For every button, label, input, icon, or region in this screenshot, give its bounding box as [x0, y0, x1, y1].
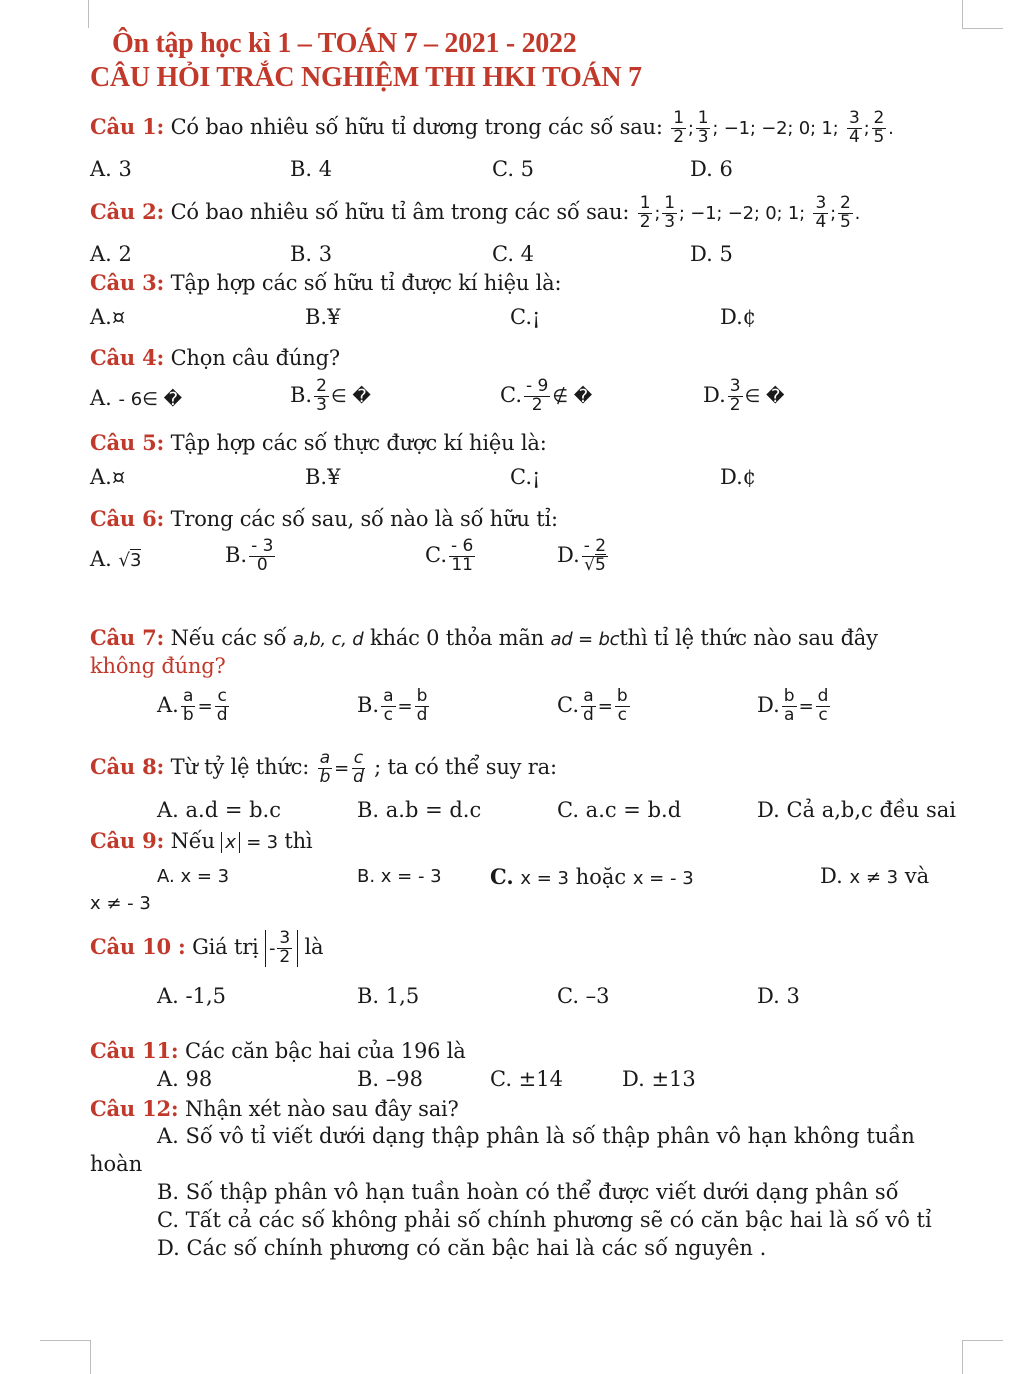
option-c: C. $\frac{- 6}{11}$ [425, 536, 474, 575]
option-a: A. a.d = b.c [157, 798, 281, 822]
option-b: B. –98 [357, 1067, 424, 1091]
question-label: Câu 1: [90, 113, 165, 139]
option-a: A. - 6∈ � [90, 386, 183, 410]
question-label: Câu 6: [90, 506, 165, 531]
question-label: Câu 3: [90, 270, 165, 295]
question-5 [90, 430, 547, 455]
question-4 [90, 345, 340, 370]
square-root: √3 [118, 550, 142, 571]
fraction: $\frac{- 3}{0}$ [251, 536, 274, 575]
option-c: C. a.c = b.d [557, 798, 682, 822]
fraction: $\frac{3}{4}$ [849, 108, 860, 147]
option-d: D. $\frac{3}{2}$ ∈ � [703, 376, 785, 415]
question-7: Câu 7: Nếu các số a,b, c, d khác 0 thỏa mãn ad = bcthì tỉ lệ thức nào sau đây [90, 625, 878, 650]
option-d: D. 3 [757, 984, 800, 1008]
fraction: $\frac{- 9}{2}$ [526, 376, 549, 415]
absolute-value: - $\frac{3}{2}$ [265, 930, 298, 967]
question-9: Câu 9: Nếu x = 3 thì [90, 828, 313, 853]
option-a: A. -1,5 [157, 984, 227, 1008]
option-d: D. ±13 [622, 1067, 696, 1091]
document-subtitle: CÂU HỎI TRẮC NGHIỆM THI HKI TOÁN 7 [90, 62, 642, 93]
fraction: $\frac{- 6}{11}$ [451, 536, 474, 575]
question-label: Câu 5: [90, 430, 165, 455]
question-text: Tập hợp các số thực được kí hiệu là: [170, 431, 547, 455]
fraction: $\frac{- 2}{√5}$ [583, 536, 607, 575]
question-2: Câu 2: Có bao nhiêu số hữu tỉ âm trong các số sau: $\frac{1}{2}$ ; $\frac{1}{3}$ ; −1; −2; 0; 1; $\frac{3}{4}$ ; $\frac{2}{5}$ . [90, 193, 861, 232]
question-text: Có bao nhiêu số hữu tỉ âm trong các số sau: [170, 199, 630, 224]
option-c: C. Tất cả các số không phải số chính phương sẽ có căn bậc hai là số vô tỉ [157, 1208, 932, 1232]
fraction: $\frac{1}{2}$ [673, 108, 684, 147]
option-b: B. $\frac{2}{3}$ ∈ � [290, 376, 371, 415]
fraction: $\frac{1}{2}$ [639, 193, 651, 232]
question-label: Câu 10 : [90, 933, 186, 959]
page-corner-mark [962, 1340, 1003, 1374]
question-8: Câu 8: Từ tỷ lệ thức: $\frac{a}{b}$ = $\frac{c}{d}$ ; ta có thể suy ra: [90, 748, 557, 787]
question-label: Câu 9: [90, 828, 165, 853]
fraction: $\frac{3}{4}$ [815, 193, 827, 232]
fraction: $\frac{1}{3}$ [664, 193, 675, 232]
option-d: D.¢ [720, 305, 757, 329]
option-b: B. Số thập phân vô hạn tuần hoàn có thể được viết dưới dạng phân số [157, 1180, 899, 1204]
option-d: D. $\frac{- 2}{√5}$ [557, 536, 607, 575]
question-label: Câu 8: [90, 753, 165, 779]
question-label: Câu 12: [90, 1096, 179, 1121]
option-d: D.¢ [720, 465, 757, 489]
option-a: A. $\frac{a}{b}$ = $\frac{c}{d}$ [157, 686, 228, 725]
question-7-emphasis: không đúng? [90, 654, 226, 678]
page-corner-mark [40, 1340, 91, 1374]
question-11: Câu 11: Các căn bậc hai của 196 là [90, 1038, 466, 1063]
question-3 [90, 270, 561, 295]
fraction: $\frac{1}{3}$ [697, 108, 709, 147]
option-b: B. 3 [290, 242, 333, 266]
question-text: Trong các số sau, số nào là số hữu tỉ: [170, 507, 558, 531]
question-label: Câu 11: [90, 1038, 179, 1063]
option-c: C.¡ [510, 465, 541, 489]
option-a: A.¤ [90, 305, 126, 329]
option-d: D. 5 [690, 242, 733, 266]
question-10: Câu 10 : Giá trị - $\frac{3}{2}$ là [90, 928, 324, 967]
option-d: D. Cả a,b,c đều sai [757, 798, 957, 822]
option-c: C.¡ [510, 305, 541, 329]
option-b: B. $\frac{a}{c}$ = $\frac{b}{d}$ [357, 686, 428, 725]
option-d: D. x ≠ 3 và [820, 864, 930, 888]
option-d: D. $\frac{b}{a}$ = $\frac{d}{c}$ [757, 686, 829, 725]
option-b: B.¥ [305, 305, 341, 329]
option-b: B. 1,5 [357, 984, 420, 1008]
fraction: $\frac{2}{3}$ [316, 376, 327, 415]
option-b: B. x = - 3 [357, 866, 442, 887]
question-12: Câu 12: Nhận xét nào sau đây sai? [90, 1096, 459, 1121]
option-a: A. Số vô tỉ viết dưới dạng thập phân là số thập phân vô hạn không tuần [157, 1124, 915, 1148]
option-a: A. x = 3 [157, 866, 230, 887]
option-c: C. x = 3 hoặc x = - 3 [490, 864, 694, 889]
option-b: B. $\frac{- 3}{0}$ [225, 536, 274, 575]
option-c: C. –3 [557, 984, 610, 1008]
option-c: C. 5 [492, 157, 535, 181]
option-b: B. 4 [290, 157, 333, 181]
question-label: Câu 7: [90, 625, 165, 650]
question-1: Câu 1: Có bao nhiêu số hữu tỉ dương trong các số sau: $\frac{1}{2}$ ; $\frac{1}{3}$ ; −1; −2; 0; 1; $\frac{3}{4}$ ; $\frac{2}{5}$ . [90, 108, 894, 147]
option-a: A. 3 [90, 157, 132, 181]
question-label: Câu 2: [90, 198, 165, 224]
fraction: $\frac{2}{5}$ [873, 108, 885, 147]
option-b: B.¥ [305, 465, 341, 489]
option-d: D. 6 [690, 157, 733, 181]
document-title: Ôn tập học kì 1 – TOÁN 7 – 2021 - 2022 [112, 28, 577, 59]
option-c: C. 4 [492, 242, 535, 266]
number-list: ; −1; −2; 0; 1; [712, 117, 839, 139]
option-a: A.¤ [90, 465, 126, 489]
option-a: A. 98 [157, 1067, 213, 1091]
question-label: Câu 4: [90, 345, 165, 370]
page-corner-mark [88, 0, 90, 28]
option-a: A. 2 [90, 242, 132, 266]
question-text: Có bao nhiêu số hữu tỉ dương trong các số sau: [170, 114, 663, 139]
fraction: $\frac{3}{2}$ [729, 376, 741, 415]
option-b: B. a.b = d.c [357, 798, 482, 822]
option-d: D. Các số chính phương có căn bậc hai là các số nguyên . [157, 1236, 767, 1260]
question-text: Chọn câu đúng? [170, 346, 340, 370]
option-d-continued: x ≠ - 3 [90, 893, 151, 914]
question-6 [90, 506, 558, 531]
option-a: A. √3 [90, 547, 142, 571]
page-corner-mark [962, 0, 1003, 29]
number-list: ; −1; −2; 0; 1; [678, 202, 805, 224]
question-text: Tập hợp các số hữu tỉ được kí hiệu là: [170, 271, 562, 295]
fraction: $\frac{2}{5}$ [839, 193, 851, 232]
option-a-continued: hoàn [90, 1152, 143, 1176]
option-c: C. $\frac{a}{d}$ = $\frac{b}{c}$ [557, 686, 628, 725]
option-c: C. ±14 [490, 1067, 563, 1091]
option-c: C. $\frac{- 9}{2}$ ∉ � [500, 376, 593, 415]
